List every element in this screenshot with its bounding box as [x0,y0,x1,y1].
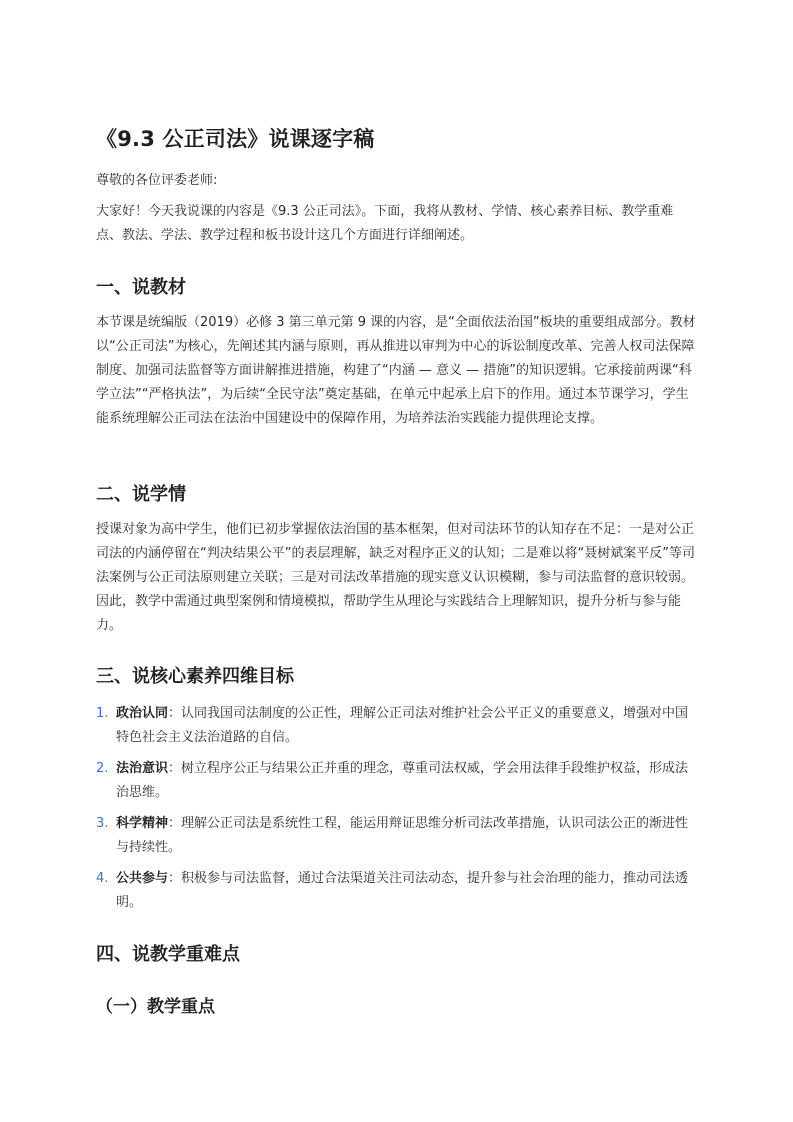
list-item-body [116,812,696,860]
goal-item-scientific-spirit [96,812,696,860]
goal-text: 理解公正司法是系统性工程，能运用辩证思维分析司法改革措施，认识司法公正的渐进性与持续性。 [116,816,689,855]
section-heading-key-points: 四、说教学重难点 [96,944,240,965]
list-number: 3. [96,816,109,831]
goal-item-legal-awareness [96,757,696,805]
goal-separator: ： [168,871,182,886]
section-heading-textbook: 一、说教材 [96,277,186,298]
goal-item-public-participation [96,867,696,915]
goal-term: 法治意识 [116,761,169,776]
sub-heading-teaching-focus: （一）教学重点 [96,997,215,1017]
students-paragraph: 授课对象为高中学生，他们已初步掌握依法治国的基本框架，但对司法环节的认知存在不足：一是对公正司法的内涵停留在“判决结果公平”的表层理解，缺乏对程序正义的认知；二是难以将“聂树斌案平反”等司法案例与公正司法原则建立关联；三是对司法改革措施的现实意义认识模糊，参与司法监督的意识较弱。因此，教学中需通过典型案例和情境模拟，帮助学生从理论与实践结合上理解知识，提升分析与参与能力。 [96,522,695,633]
goal-term: 科学精神 [116,816,169,831]
goal-term: 公共参与 [116,871,169,886]
goal-separator: ： [168,816,182,831]
list-number: 2. [96,761,109,776]
goal-text: 认同我国司法制度的公正性，理解公正司法对维护社会公平正义的重要意义，增强对中国特色社会主义法治道路的自信。 [116,706,689,745]
goal-item-political-identity [96,702,696,750]
section-heading-goals: 三、说核心素养四维目标 [96,666,294,687]
intro-paragraph: 大家好！今天我说课的内容是《9.3 公正司法》。下面，我将从教材、学情、核心素养目标、教学重难点、教法、学法、教学过程和板书设计这几个方面进行详细阐述。 [96,204,674,243]
list-item-body [116,702,696,750]
goal-text: 积极参与司法监督，通过合法渠道关注司法动态，提升参与社会治理的能力，推动司法透明。 [116,871,689,910]
greeting-paragraph: 尊敬的各位评委老师: [96,173,218,188]
list-item-body [116,867,696,915]
list-item-body [116,757,696,805]
document-title: 《9.3 公正司法》说课逐字稿 [96,127,375,151]
goal-separator: ： [168,761,182,776]
goal-term: 政治认同 [116,706,169,721]
list-number: 1. [96,706,109,721]
goal-text: 树立程序公正与结果公正并重的理念，尊重司法权威，学会用法律手段维护权益，形成法治思维。 [116,761,689,800]
goal-separator: ： [168,706,182,721]
textbook-paragraph: 本节课是统编版（2019）必修 3 第三单元第 9 课的内容，是“全面依法治国”板块的重要组成部分。教材以“公正司法”为核心，先阐述其内涵与原则，再从推进以审判为中心的诉讼制度改革、完善人权司法保障制度、加强司法监督等方面讲解推进措施，构建了“内涵 — 意义 — 措施”的知识逻辑。它承接前两课“科学立法”“严格执法”，为后续“全民守法”奠定基础，在单元中起承上启下的作用。通过本节课学习，学生能系统理解公正司法在法治中国建设中的保障作用，为培养法治实践能力提供理论支撑。 [96,315,696,426]
list-number: 4. [96,871,109,886]
section-heading-students: 二、说学情 [96,484,186,505]
